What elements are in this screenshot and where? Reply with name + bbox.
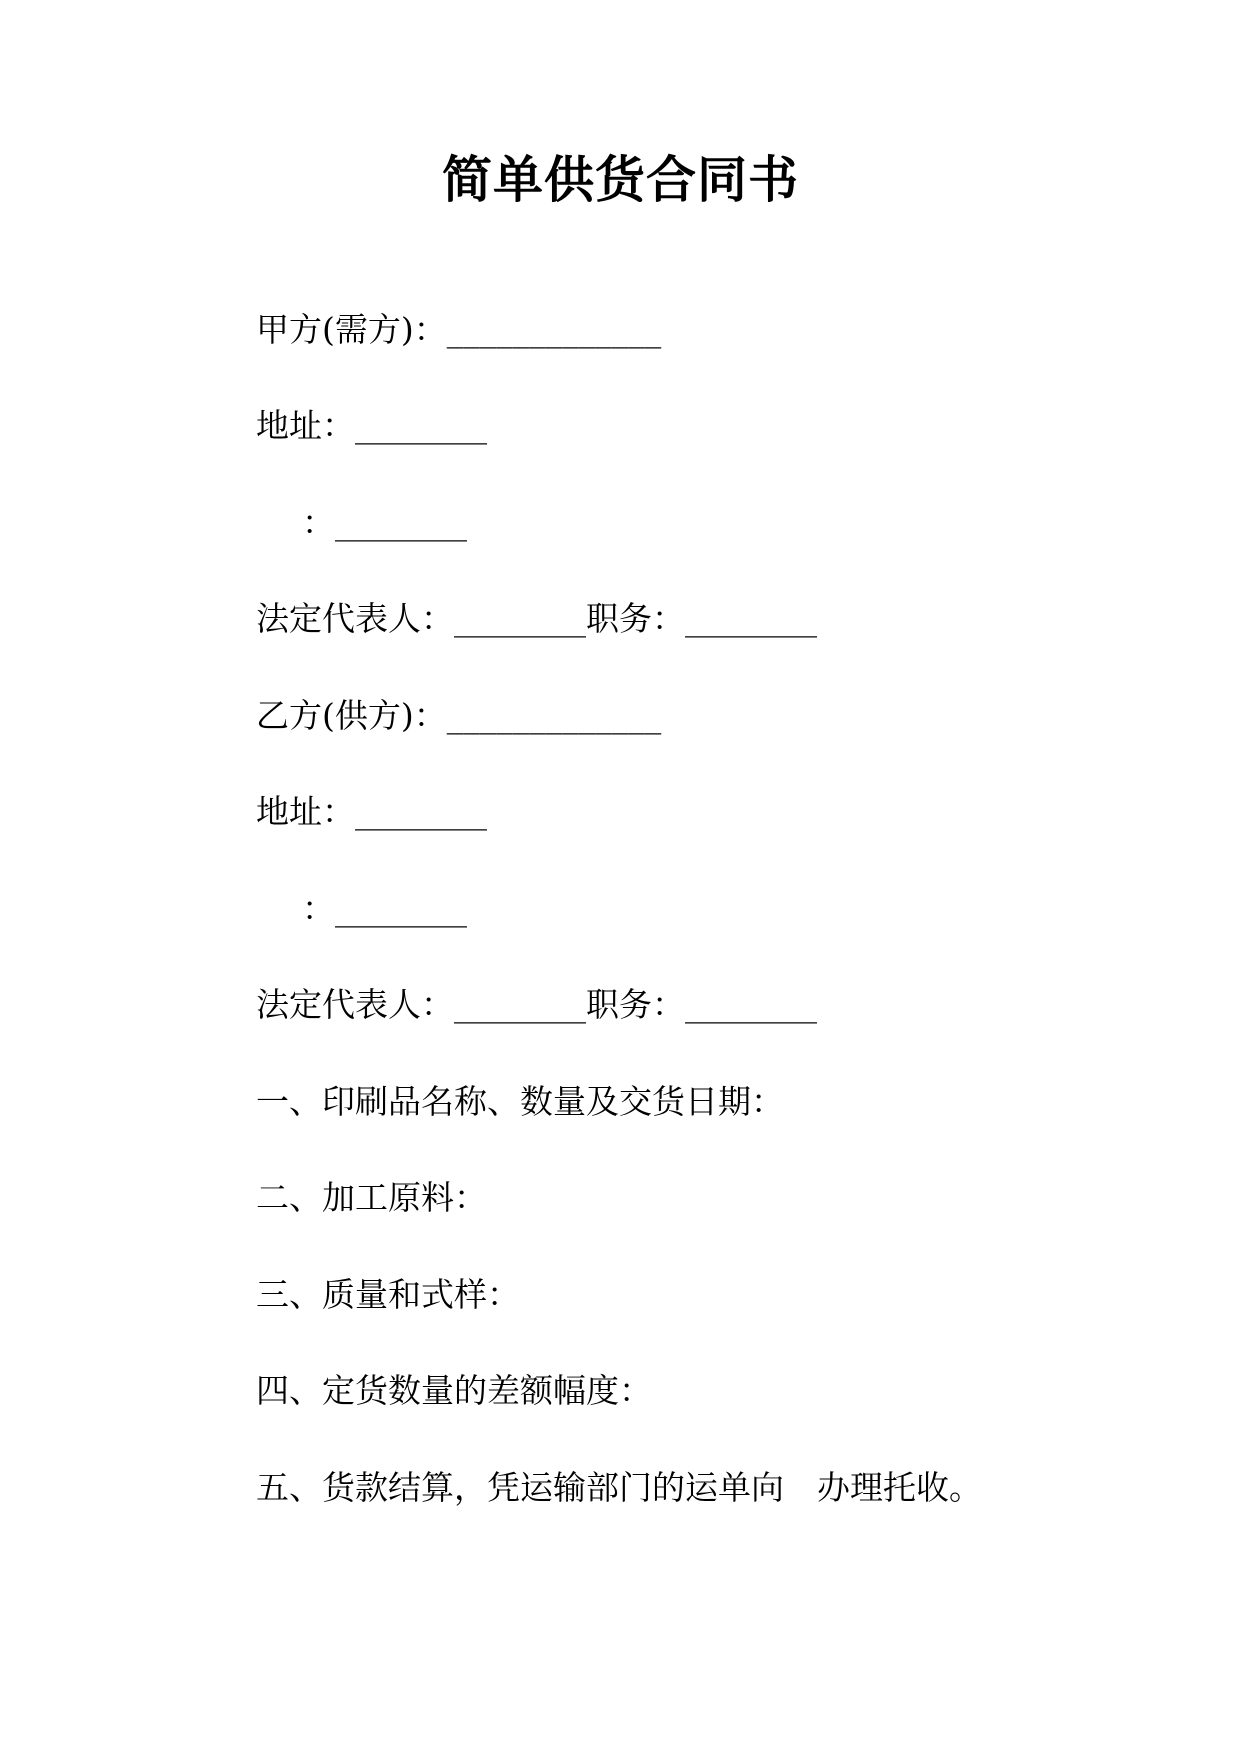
party-b-name-line: 乙方(供方)：_____________ [256, 696, 662, 735]
party-a-address-line: 地址：________ [256, 406, 487, 445]
party-b-address-line: 地址：________ [256, 792, 487, 831]
party-b-representative-line: 法定代表人：________职务：________ [256, 985, 817, 1024]
clause-2: 二、加工原料： [256, 1178, 487, 1217]
party-b-blank-line: ：________ [302, 889, 467, 928]
clause-5: 五、货款结算，凭运输部门的运单向 办理托收。 [256, 1468, 982, 1507]
document-title: 简单供货合同书 [442, 150, 799, 209]
clause-3: 三、质量和式样： [256, 1275, 520, 1314]
party-a-name-line: 甲方(需方)：_____________ [256, 310, 662, 349]
clause-4: 四、定货数量的差额幅度： [256, 1371, 652, 1410]
party-a-representative-line: 法定代表人：________职务：________ [256, 599, 817, 638]
party-a-blank-line: ：________ [302, 503, 467, 542]
clause-1: 一、印刷品名称、数量及交货日期： [256, 1082, 784, 1121]
